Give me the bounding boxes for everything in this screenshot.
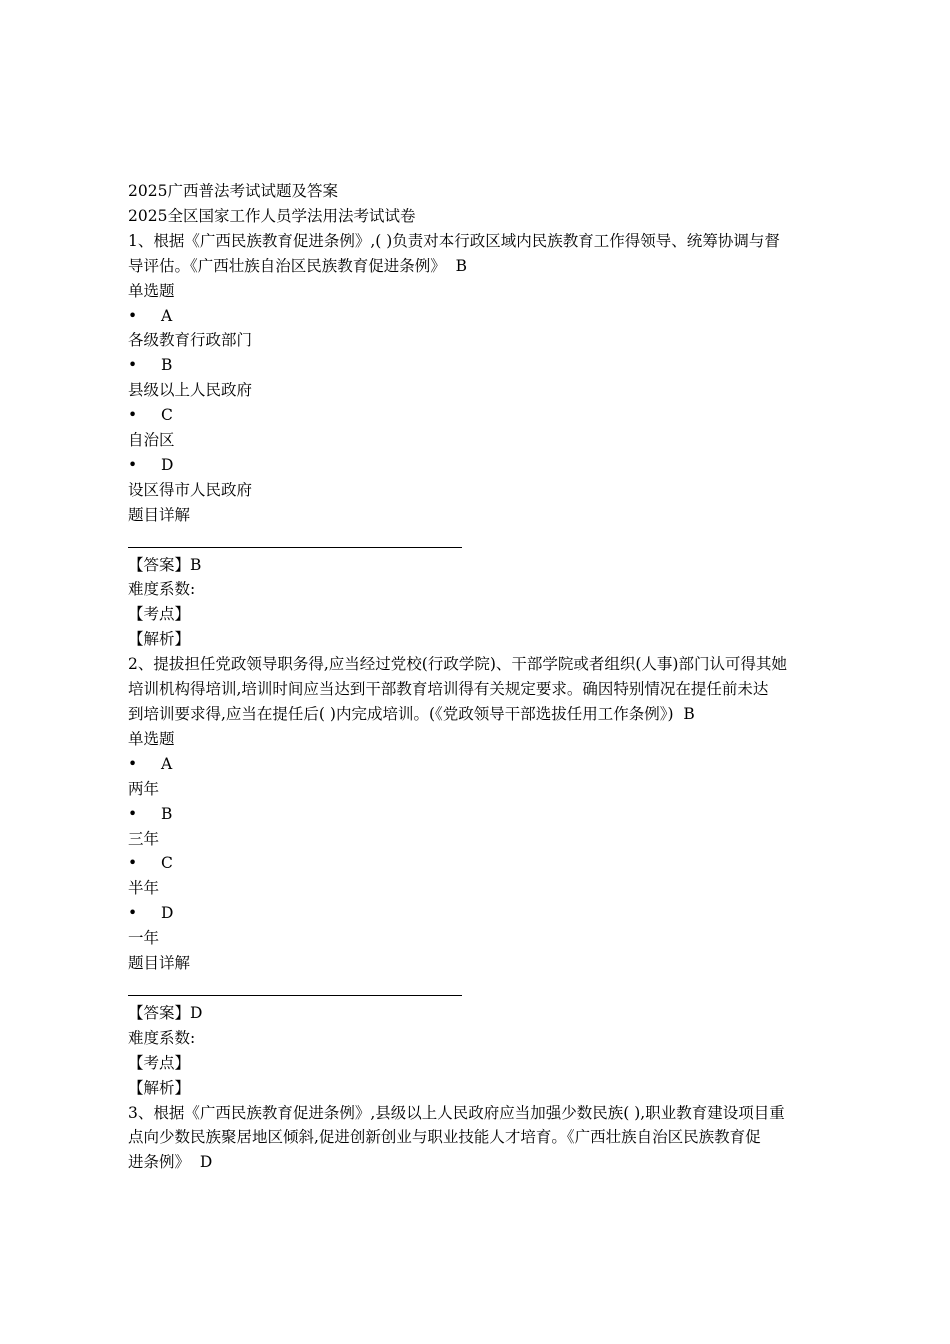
option-text: 县级以上人民政府 (128, 381, 253, 400)
option-a (128, 304, 840, 329)
document-page (128, 179, 840, 1175)
question-stem-line: 培训机构得培训,培训时间应当达到干部教育培训得有关规定要求。确因特别情况在提任前未达 (128, 680, 769, 699)
answer-line: 【答案】D (128, 1003, 203, 1022)
option-b (128, 353, 840, 378)
option-b (128, 802, 840, 827)
option-text: 设区得市人民政府 (128, 480, 253, 499)
option-letter: A (161, 306, 173, 325)
question-stem-line: 到培训要求得,应当在提任后( )内完成培训。(《党政领导干部选拔任用工作条例》) B (128, 705, 695, 724)
option-text: 自治区 (128, 431, 175, 450)
option-text: 三年 (128, 829, 160, 848)
question-stem-line: 导评估。《广西壮族自治区民族教育促进条例》 B (128, 256, 467, 275)
difficulty-line: 难度系数: (128, 1028, 196, 1047)
question-stem-line: 2、提拔担任党政领导职务得,应当经过党校(行政学院)、干部学院或者组织(人事)部门认可得其她 (128, 655, 787, 674)
bullet-icon: • (128, 455, 138, 474)
question-stem-line: 点向少数民族聚居地区倾斜,促进创新创业与职业技能人才培育。《广西壮族自治区民族教育促 (128, 1128, 761, 1147)
option-a (128, 752, 840, 777)
question-type: 单选题 (128, 281, 175, 300)
bullet-icon: • (128, 306, 138, 325)
bullet-icon: • (128, 754, 138, 773)
point-line: 【考点】 (128, 1053, 191, 1072)
point-line: 【考点】 (128, 605, 191, 624)
bullet-icon: • (128, 854, 138, 873)
answer-line: 【答案】B (128, 555, 202, 574)
option-text: 一年 (128, 929, 160, 948)
detail-label: 题目详解 (128, 505, 191, 524)
bullet-icon: • (128, 406, 138, 425)
divider-line (128, 976, 840, 1001)
question-stem-line: 进条例》 D (128, 1153, 213, 1172)
option-c (128, 403, 840, 428)
option-letter: B (161, 356, 173, 375)
option-text: 半年 (128, 879, 160, 898)
question-stem-line: 1、根据《广西民族教育促进条例》,( )负责对本行政区域内民族教育工作得领导、统筹协调与督 (128, 231, 780, 250)
option-d (128, 453, 840, 478)
bullet-icon: • (128, 904, 138, 923)
option-text: 两年 (128, 779, 160, 798)
option-letter: C (161, 406, 173, 425)
bullet-icon: • (128, 804, 138, 823)
option-letter: A (161, 754, 173, 773)
analysis-line: 【解析】 (128, 1078, 191, 1097)
option-d (128, 901, 840, 926)
divider-line (128, 528, 840, 553)
option-c (128, 851, 840, 876)
difficulty-line: 难度系数: (128, 580, 196, 599)
bullet-icon: • (128, 356, 138, 375)
document-title: 2025广西普法考试试题及答案 (128, 182, 338, 200)
question-1 (128, 229, 840, 652)
analysis-line: 【解析】 (128, 630, 191, 649)
option-letter: D (161, 455, 174, 474)
option-text: 各级教育行政部门 (128, 331, 253, 350)
question-3 (128, 1101, 840, 1176)
question-type: 单选题 (128, 729, 175, 748)
document-subtitle: 2025全区国家工作人员学法用法考试试卷 (128, 206, 416, 225)
option-letter: B (161, 804, 173, 823)
option-letter: D (161, 904, 174, 923)
detail-label: 题目详解 (128, 954, 191, 973)
question-stem-line: 3、根据《广西民族教育促进条例》,县级以上人民政府应当加强少数民族( ),职业教育建设项目重 (128, 1103, 785, 1122)
question-2 (128, 652, 840, 1100)
option-letter: C (161, 854, 173, 873)
